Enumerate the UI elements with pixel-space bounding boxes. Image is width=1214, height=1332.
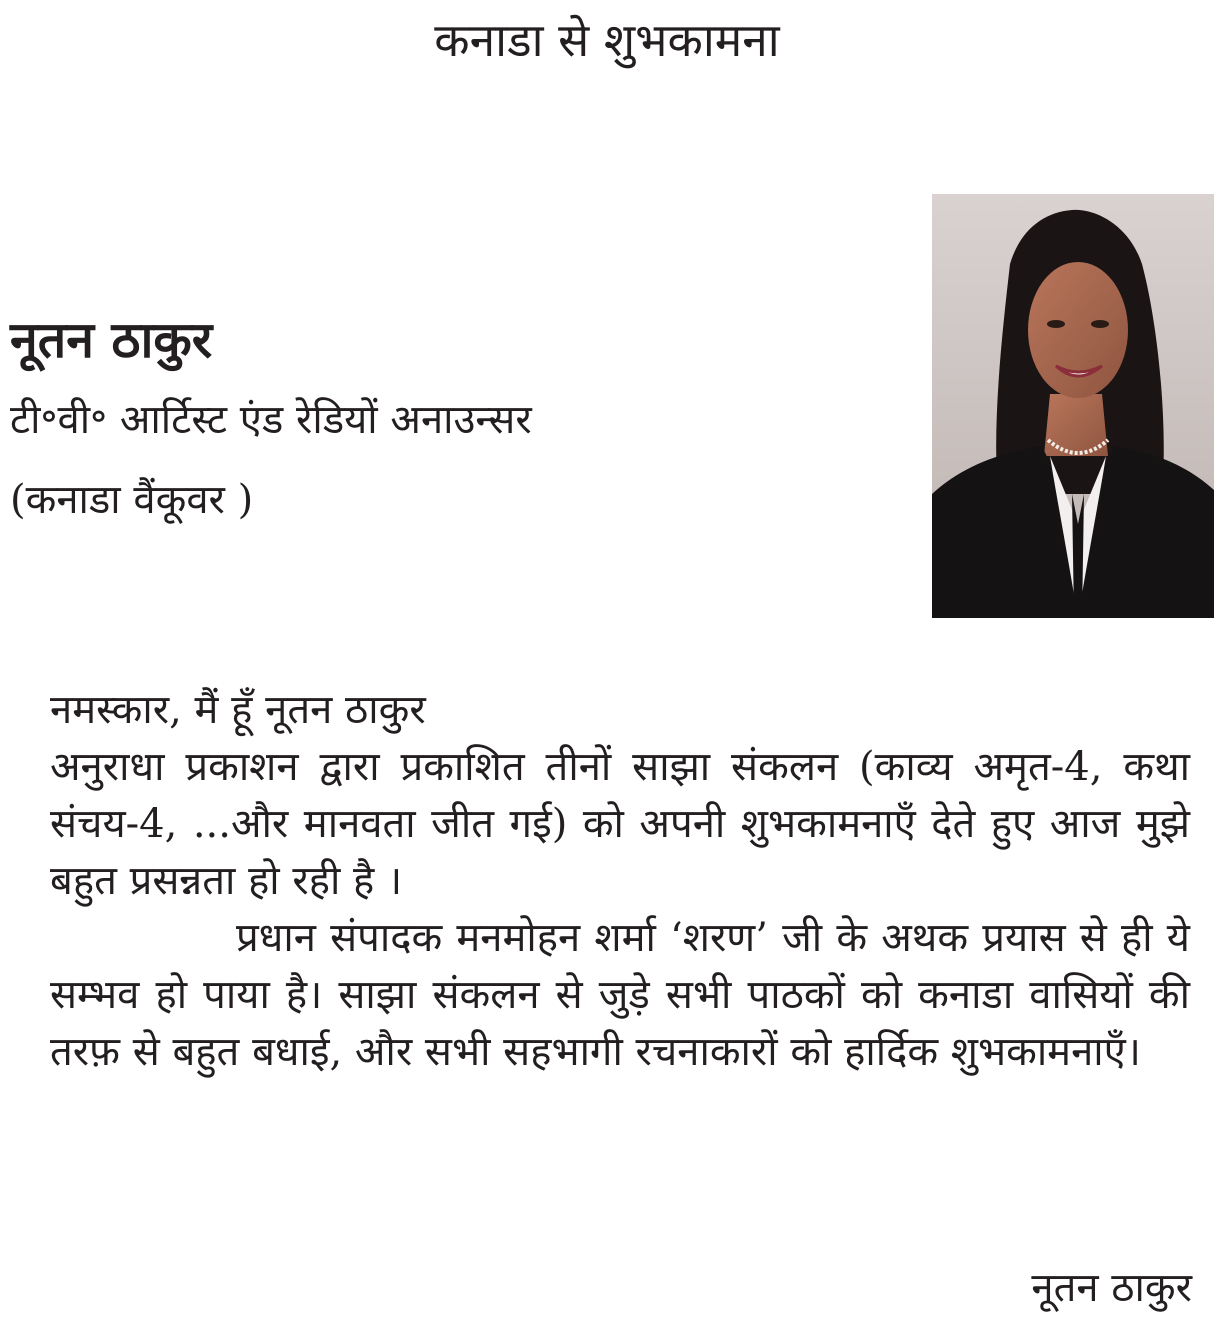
author-location: (कनाडा वैंकूवर ) [10, 477, 254, 523]
letter-paragraph-2: प्रधान संपादक मनमोहन शर्मा ‘शरण’ जी के अथक प्रयास से ही ये सम्भव हो पाया है। साझा संकलन से जुड़े सभी पाठकों को कनाडा वासियों की तरफ़ से बहुत बधाई, और सभी सहभागी रचनाकारों को हार्दिक शुभकामनाएँ। [50, 915, 1190, 1075]
letter-greeting: नमस्कार, मैं हूँ नूतन ठाकुर [50, 687, 426, 733]
author-photo [932, 194, 1214, 618]
portrait-illustration [932, 194, 1214, 618]
author-name: नूतन ठाकुर [10, 310, 213, 369]
page-title: कनाडा से शुभकामना [434, 13, 780, 67]
letter-body [50, 682, 1190, 1081]
author-info [10, 300, 890, 540]
author-role: टी॰वी॰ आर्टिस्ट एंड रेडियों अनाउन्सर [10, 397, 532, 443]
letter-paragraph-1: अनुराधा प्रकाशन द्वारा प्रकाशित तीनों साझा संकलन (काव्य अमृत-4, कथा संचय-4, ...और मानवता जीत गई) को अपनी शुभकामनाएँ देते हुए आज मुझे बहुत प्रसन्नता हो रही है । [50, 744, 1190, 904]
letter-signature: नूतन ठाकुर [1031, 1265, 1192, 1311]
